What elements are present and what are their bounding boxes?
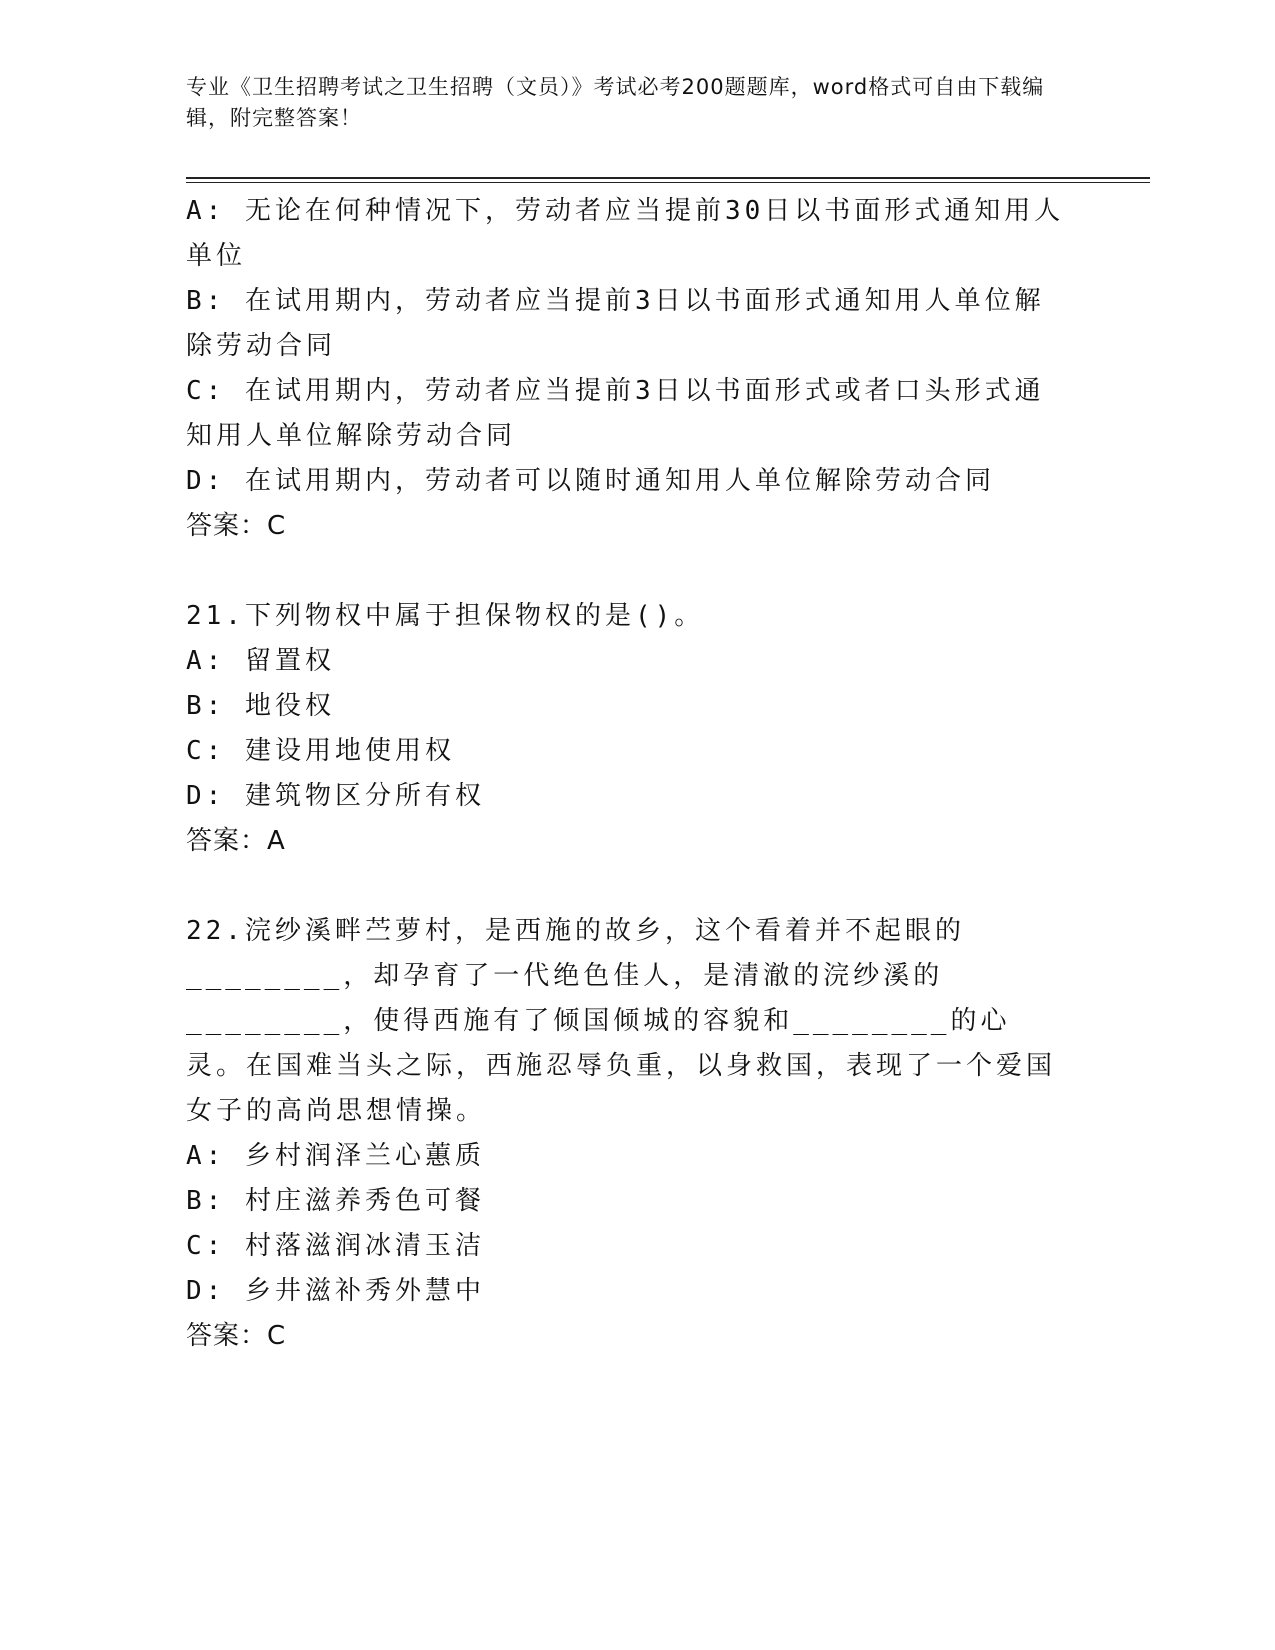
- answer-label: 答案：: [186, 1321, 268, 1351]
- option-b: B: 在试用期内，劳动者应当提前3日以书面形式通知用人单位解除劳动合同: [186, 286, 1045, 361]
- answer-line: [186, 819, 1066, 864]
- answer-value: A: [267, 826, 286, 856]
- question-spacer: [186, 864, 1066, 909]
- option-c: C: 建设用地使用权: [186, 736, 455, 766]
- question-21: [186, 594, 1066, 864]
- answer-label: 答案：: [186, 511, 268, 541]
- header-divider-thin: [186, 182, 1150, 183]
- option-c: C: 在试用期内，劳动者应当提前3日以书面形式或者口头形式通知用人单位解除劳动合同: [186, 376, 1045, 451]
- option-d: D: 建筑物区分所有权: [186, 781, 485, 811]
- question-list: [186, 189, 1066, 1359]
- option-a: A: 无论在何种情况下，劳动者应当提前30日以书面形式通知用人单位: [186, 196, 1065, 271]
- question-stem: 22.浣纱溪畔苎萝村，是西施的故乡，这个看着并不起眼的________，却孕育了一代绝色佳人，是清澈的浣纱溪的________，使得西施有了倾国倾城的容貌和________的心灵。在国难当头之际，西施忍辱负重，以身救国，表现了一个爱国女子的高尚思想情操。: [186, 916, 1057, 1126]
- question-spacer: [186, 549, 1066, 594]
- answer-line: [186, 1314, 1066, 1359]
- question-22: [186, 909, 1066, 1359]
- question-20-continued: [186, 189, 1066, 549]
- answer-line: [186, 504, 1066, 549]
- option-a: A: 乡村润泽兰心蕙质: [186, 1141, 485, 1171]
- answer-value: C: [267, 511, 287, 541]
- answer-value: C: [267, 1321, 287, 1351]
- header-divider-thick: [186, 177, 1150, 179]
- option-a: A: 留置权: [186, 646, 335, 676]
- option-d: D: 在试用期内，劳动者可以随时通知用人单位解除劳动合同: [186, 466, 995, 496]
- option-d: D: 乡井滋补秀外慧中: [186, 1276, 485, 1306]
- answer-label: 答案：: [186, 826, 268, 856]
- option-b: B: 地役权: [186, 691, 335, 721]
- question-stem: 21.下列物权中属于担保物权的是()。: [186, 601, 705, 631]
- document-header: 专业《卫生招聘考试之卫生招聘（文员）》考试必考200题题库，word格式可自由下载编辑，附完整答案！: [186, 75, 1045, 130]
- option-b: B: 村庄滋养秀色可餐: [186, 1186, 485, 1216]
- option-c: C: 村落滋润冰清玉洁: [186, 1231, 485, 1261]
